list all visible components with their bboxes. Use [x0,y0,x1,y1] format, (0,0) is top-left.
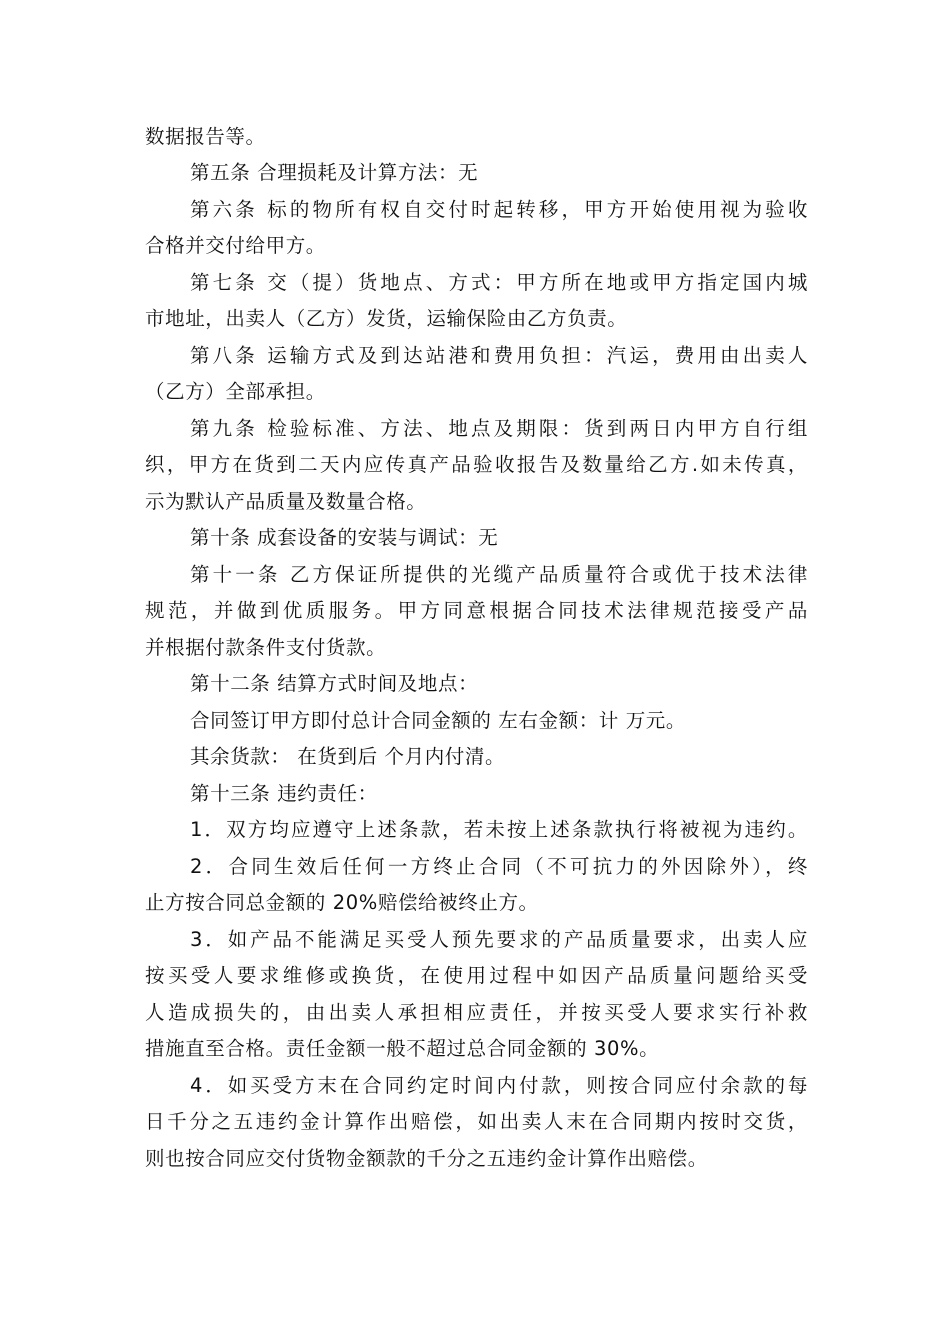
text-line: 数据报告等。 [145,125,266,148]
text-line: 日千分之五违约金计算作出赔偿，如出卖人末在合同期内按时交货， [145,1110,808,1133]
balance-line: 其余货款： 在货到后 个月内付清。 [190,745,506,768]
clause-1-line: 1．双方均应遵守上述条款，若未按上述条款执行将被视为违约。 [190,818,808,841]
article-5-line: 第五条 合理损耗及计算方法：无 [190,161,479,184]
text-line: 人造成损失的，由出卖人承担相应责任，并按买受人要求实行补救 [145,1001,808,1024]
text-line: 措施直至合格。责任金额一般不超过总合同金额的 30%。 [145,1037,660,1060]
payment-line: 合同签订甲方即付总计合同金额的 左右金额：计 万元。 [190,709,686,732]
clause-4-line: 4．如买受方末在合同约定时间内付款，则按合同应付余款的每 [190,1074,808,1097]
clause-3-line: 3．如产品不能满足买受人预先要求的产品质量要求，出卖人应 [190,928,808,951]
text-line: 止方按合同总金额的 20%赔偿给被终止方。 [145,891,539,914]
article-8-line: 第八条 运输方式及到达站港和费用负担：汽运，费用由出卖人 [190,344,808,367]
text-line: 规范，并做到优质服务。甲方同意根据合同技术法律规范接受产品 [145,599,808,622]
article-9-line: 第九条 检验标准、方法、地点及期限：货到两日内甲方自行组 [190,417,808,440]
text-line: 则也按合同应交付货物金额款的千分之五违约金计算作出赔偿。 [145,1147,708,1170]
article-7-line: 第七条 交（提）货地点、方式：甲方所在地或甲方指定国内城 [190,271,808,294]
text-line: 并根据付款条件支付货款。 [145,636,387,659]
article-12-line: 第十二条 结算方式时间及地点： [190,672,479,695]
clause-2-line: 2．合同生效后任何一方终止合同（不可抗力的外因除外），终 [190,855,808,878]
text-line: 按买受人要求维修或换货，在使用过程中如因产品质量问题给买受 [145,964,808,987]
article-13-line: 第十三条 违约责任： [190,782,378,805]
text-line: 示为默认产品质量及数量合格。 [145,490,427,513]
text-line: 市地址，出卖人（乙方）发货，运输保险由乙方负责。 [145,307,628,330]
article-11-line: 第十一条 乙方保证所提供的光缆产品质量符合或优于技术法律 [190,563,808,586]
text-line: 织，甲方在货到二天内应传真产品验收报告及数量给乙方.如未传真， [145,453,808,476]
text-line: 合格并交付给甲方。 [145,234,326,257]
article-6-line: 第六条 标的物所有权自交付时起转移，甲方开始使用视为验收 [190,198,808,221]
article-10-line: 第十条 成套设备的安装与调试：无 [190,526,499,549]
text-line: （乙方）全部承担。 [145,380,326,403]
